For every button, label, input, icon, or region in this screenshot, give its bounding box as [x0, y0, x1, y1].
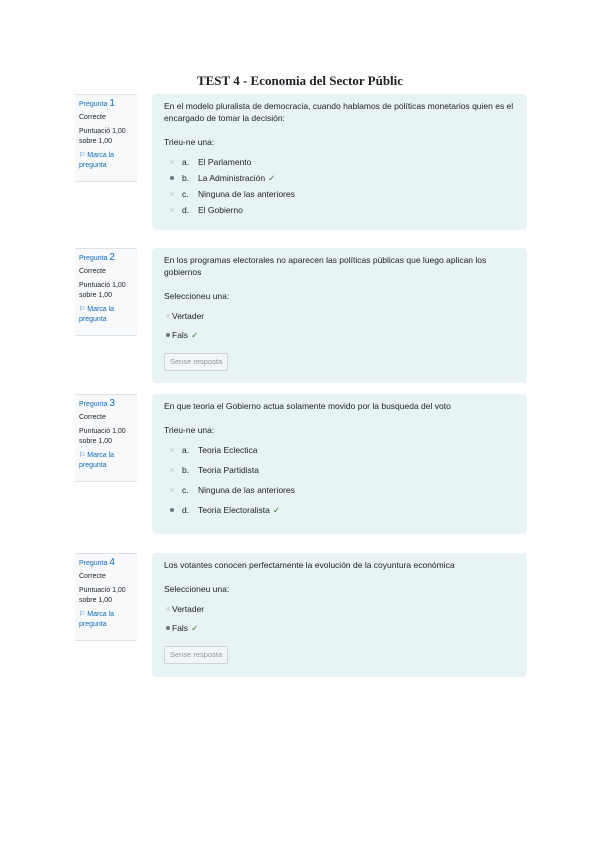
question-num: 3 — [109, 398, 115, 409]
question-state: Correcte — [79, 414, 106, 421]
question-text: En los programas electorales no aparecen las políticas públicas que luego aplican los gobiernos — [164, 255, 487, 277]
question-info-4 — [75, 553, 137, 641]
flag-question-link[interactable]: ⚐ Marca la pregunta — [79, 611, 115, 628]
answer-option-a[interactable]: a. Teoria Eclectica — [164, 442, 515, 458]
answer-option-true[interactable]: Vertader — [164, 308, 515, 324]
flag-icon: ⚐ — [79, 611, 86, 618]
question-number — [79, 99, 134, 110]
answer-option-c[interactable]: c. Ninguna de las anteriores — [164, 186, 515, 202]
question-info-3 — [75, 394, 137, 482]
radio-button-selected[interactable] — [170, 176, 174, 180]
question-number — [79, 558, 134, 569]
question-text: En que teoria el Gobierno actua solamente movido por la busqueda del voto — [164, 401, 451, 411]
answer-option-c[interactable]: c. Ninguna de las anteriores — [164, 482, 515, 498]
question-num: 4 — [109, 557, 115, 568]
flag-question-link[interactable]: ⚐ Marca la pregunta — [79, 152, 115, 169]
answer-option-b[interactable]: b. La Administración ✓ — [164, 170, 515, 186]
flag-icon: ⚐ — [79, 152, 86, 159]
answer-prompt: Seleccioneu una: — [164, 584, 230, 594]
question-card-1 — [152, 94, 527, 230]
question-label: Pregunta — [79, 560, 108, 567]
radio-button-selected[interactable] — [170, 508, 174, 512]
question-label: Pregunta — [79, 401, 108, 408]
flag-icon: ⚐ — [79, 452, 86, 459]
radio-button[interactable] — [170, 448, 174, 452]
answer-prompt: Seleccioneu una: — [164, 291, 230, 301]
radio-button[interactable] — [166, 607, 170, 611]
question-grade: Puntuació 1,00 sobre 1,00 — [79, 282, 126, 299]
question-card-3 — [152, 394, 527, 534]
question-grade: Puntuació 1,00 sobre 1,00 — [79, 428, 126, 445]
question-card-4 — [152, 553, 527, 677]
question-number — [79, 399, 134, 410]
answer-option-b[interactable]: b. Teoria Partidista — [164, 462, 515, 478]
question-text: Los votantes conocen perfectamente la evolución de la coyuntura económica — [164, 560, 455, 570]
question-grade: Puntuació 1,00 sobre 1,00 — [79, 587, 126, 604]
check-icon: ✓ — [191, 623, 199, 633]
question-info-2 — [75, 248, 137, 336]
flag-icon: ⚐ — [79, 306, 86, 313]
answer-option-a[interactable]: a. El Parlamento — [164, 154, 515, 170]
answer-option-d[interactable]: d. El Gobierno — [164, 202, 515, 218]
question-state: Correcte — [79, 268, 106, 275]
answer-option-true[interactable]: Vertader — [164, 601, 515, 617]
answer-prompt: Trieu-ne una: — [164, 137, 215, 147]
question-number — [79, 253, 134, 264]
flag-question-link[interactable]: ⚐ Marca la pregunta — [79, 452, 115, 469]
clear-answer-button[interactable]: Sense resposta — [164, 353, 228, 371]
question-text: En el modelo pluralista de democracia, cuando hablamos de políticas monetarios quien es el encargado de tomar la decisión: — [164, 101, 514, 123]
question-state: Correcte — [79, 114, 106, 121]
page-title: TEST 4 - Economia del Sector Públic — [196, 73, 404, 88]
radio-button-selected[interactable] — [166, 333, 170, 337]
radio-button[interactable] — [170, 468, 174, 472]
question-grade: Puntuació 1,00 sobre 1,00 — [79, 128, 126, 145]
radio-button-selected[interactable] — [166, 626, 170, 630]
answer-option-false[interactable]: Fals ✓ — [164, 620, 515, 636]
question-card-2 — [152, 248, 527, 383]
question-info-1 — [75, 94, 137, 182]
radio-button[interactable] — [170, 208, 174, 212]
answer-option-false[interactable]: Fals ✓ — [164, 327, 515, 343]
check-icon: ✓ — [191, 330, 199, 340]
answer-option-d[interactable]: d. Teoria Electoralista ✓ — [164, 502, 515, 518]
question-num: 2 — [109, 252, 115, 263]
question-state: Correcte — [79, 573, 106, 580]
radio-button[interactable] — [170, 160, 174, 164]
radio-button[interactable] — [166, 314, 170, 318]
clear-answer-button[interactable]: Sense resposta — [164, 646, 228, 664]
check-icon: ✓ — [272, 505, 280, 515]
radio-button[interactable] — [170, 192, 174, 196]
question-num: 1 — [109, 98, 115, 109]
flag-question-link[interactable]: ⚐ Marca la pregunta — [79, 306, 115, 323]
question-label: Pregunta — [79, 255, 108, 262]
check-icon: ✓ — [268, 173, 276, 183]
answer-prompt: Trieu-ne una: — [164, 425, 215, 435]
radio-button[interactable] — [170, 488, 174, 492]
question-label: Pregunta — [79, 101, 108, 108]
